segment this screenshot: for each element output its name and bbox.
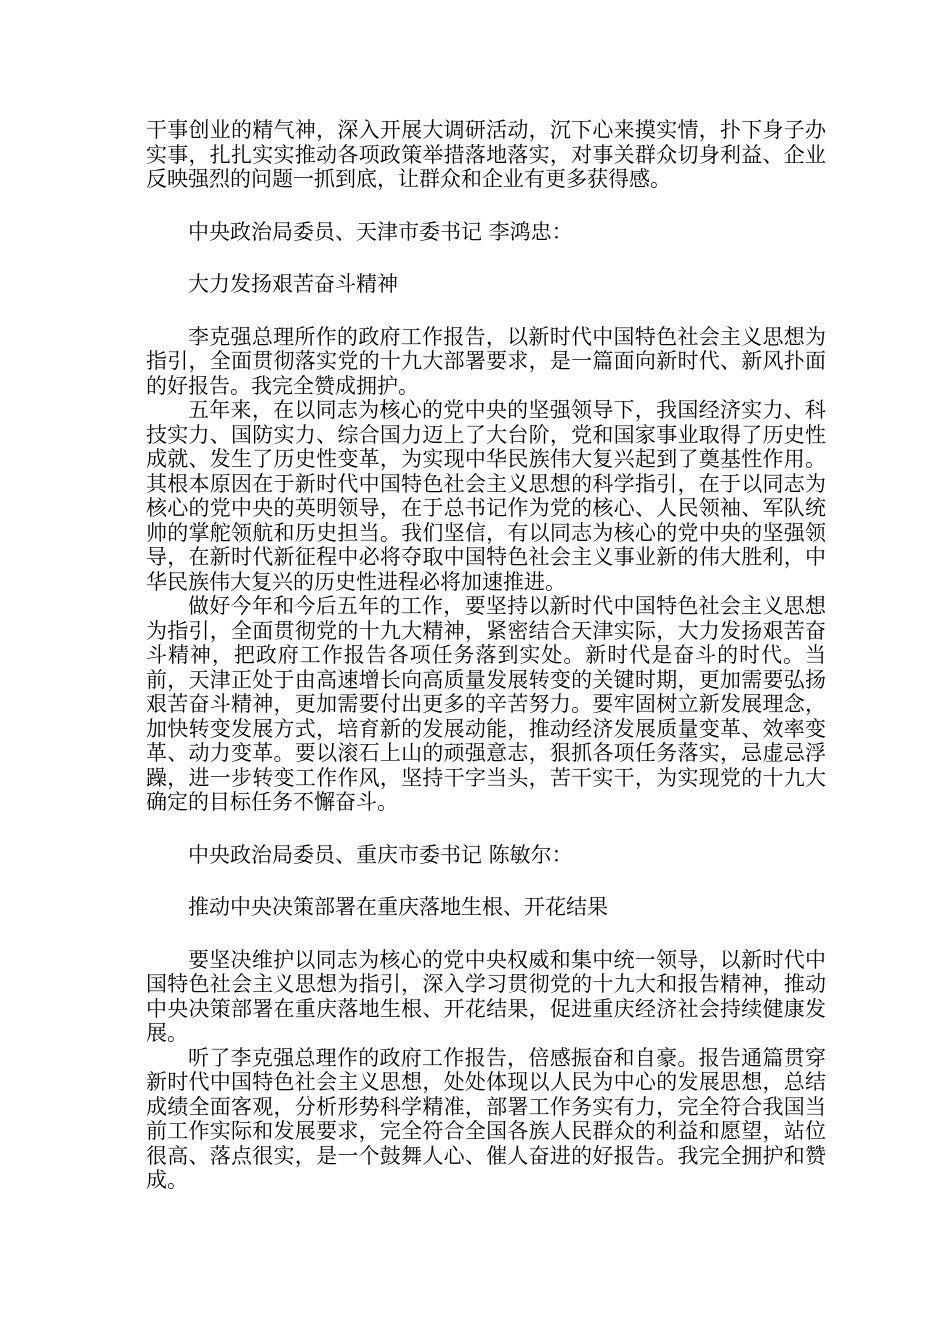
section1-title: 大力发扬艰苦奋斗精神 — [188, 272, 398, 296]
document-page — [146, 118, 826, 1193]
spacer — [146, 192, 826, 220]
section1-paragraph-2: 五年来，在以同志为核心的党中央的坚强领导下，我国经济实力、科技实力、国防实力、综合国力迈上了大台阶，党和国家事业取得了历史性成就、发生了历史性变革，为实现中华民族伟大复兴起到了奠基性作用。其根本原因在于新时代中国特色社会主义思想的科学指引，在于以同志为核心的党中央的英明领导，在于总书记作为党的核心、人民领袖、军队统帅的掌舵领航和历史担当。我们坚信，有以同志为核心的党中央的坚强领导，在新时代新征程中必将夺取中国特色社会主义事业新的伟大胜利，中华民族伟大复兴的历史性进程必将加速推进。 — [146, 398, 826, 594]
spacer — [146, 815, 826, 843]
spacer — [146, 244, 826, 272]
intro-paragraph: 干事创业的精气神，深入开展大调研活动，沉下心来摸实情，扑下身子办实事，扎扎实实推动各项政策举措落地落实，对事关群众切身利益、企业反映强烈的问题一抓到底，让群众和企业有更多获得感。 — [146, 118, 826, 191]
section2-speaker: 中央政治局委员、重庆市委书记 陈敏尔： — [188, 842, 573, 867]
section2-title: 推动中央决策部署在重庆落地生根、开花结果 — [188, 895, 608, 919]
section1-paragraph-1: 李克强总理所作的政府工作报告，以新时代中国特色社会主义思想为指引，全面贯彻落实党的十九大部署要求，是一篇面向新时代、新风扑面的好报告。我完全赞成拥护。 — [146, 324, 826, 398]
section2-paragraph-2: 听了李克强总理作的政府工作报告，倍感振奋和自豪。报告通篇贯穿新时代中国特色社会主义思想，处处体现以人民为中心的发展思想，总结成绩全面客观，分析形势科学精准，部署工作务实有力，完全符合我国当前工作实际和发展要求，完全符合全国各族人民群众的利益和愿望，站位很高、落点很实，是一个鼓舞人心、催人奋进的好报告。我完全拥护和赞成。 — [146, 1045, 826, 1192]
spacer — [146, 920, 826, 948]
section1-paragraph-3: 做好今年和今后五年的工作，要坚持以新时代中国特色社会主义思想为指引，全面贯彻党的十九大精神，紧密结合天津实际，大力发扬艰苦奋斗精神，把政府工作报告各项任务落到实处。新时代是奋斗的时代。当前，天津正处于由高速增长向高质量发展转变的关键时期，更加需要弘扬艰苦奋斗精神，更加需要付出更多的辛苦努力。要牢固树立新发展理念，加快转变发展方式，培育新的发展动能，推动经济发展质量变革、效率变革、动力变革。要以滚石上山的顽强意志，狠抓各项任务落实，忌虚忌浮躁，进一步转变工作作风，坚持干字当头，苦干实干，为实现党的十九大确定的目标任务不懈奋斗。 — [146, 594, 826, 814]
section2-paragraph-1: 要坚决维护以同志为核心的党中央权威和集中统一领导，以新时代中国特色社会主义思想为指引，深入学习贯彻党的十九大和报告精神，推动中央决策部署在重庆落地生根、开花结果，促进重庆经济社会持续健康发展。 — [146, 947, 826, 1045]
spacer — [146, 867, 826, 895]
spacer — [146, 297, 826, 325]
section1-speaker: 中央政治局委员、天津市委书记 李鸿忠： — [188, 219, 573, 244]
